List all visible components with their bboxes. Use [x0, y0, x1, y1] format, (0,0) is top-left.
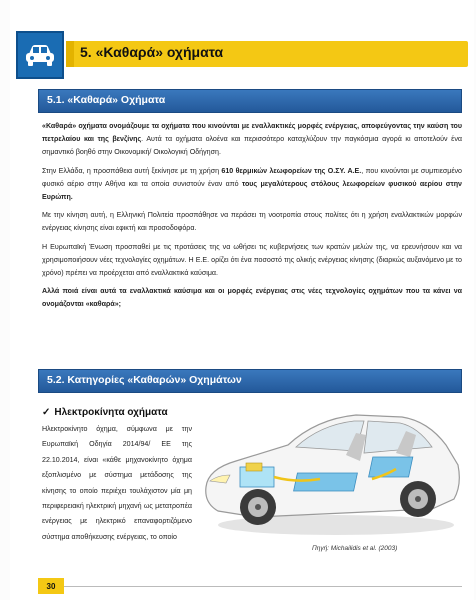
- paragraph-text: Στην Ελλάδα, η προσπάθεια αυτή ξεκίνησε με τη χρήση: [42, 166, 222, 175]
- subsection-title: Ηλεκτροκίνητα οχήματα: [54, 407, 168, 418]
- section-heading: 5.2. Κατηγορίες «Καθαρών» Οχημάτων: [47, 374, 242, 386]
- figure-caption: Πηγή: Michailidis et al. (2003): [312, 545, 398, 552]
- paragraph-text: , που κινούνται με συμπιεσμένο φυσικό αέριο στην Αθήνα και τα οποία συνιστούν έναν από: [42, 166, 462, 188]
- checkmark-icon: ✓: [42, 407, 51, 418]
- paragraph: [42, 120, 462, 160]
- paragraph-bold-text: τους μεγαλύτερους στόλους λεωφορείων φυσικού αερίου στην Ευρώπη.: [42, 179, 463, 202]
- paragraph-bold-text: «Καθαρά» οχήματα ονομάζουμε τα οχήματα που κινούνται με εναλλακτικές μορφές ενέργειας, αποφεύγοντας την καύση του πετρελαίου και της βενζίνης: [42, 122, 462, 144]
- paragraph: Η Ευρωπαϊκή Ένωση προσπαθεί με τις προτάσεις της να ωθήσει τις κυβερνήσεις των κρατών μελών της, να ερευνήσουν και να χρησιμοποιήσουν νέες τεχνολογίες οχημάτων. Η Ε.Ε. ορίζει ότι ένα ποσοστό της ολικής ενέργειας κίνησης (διαρκώς αυξανόμενο με το χρόνο) πρέπει να προέρχεται από εναλλακτικά καύσιμα.: [42, 242, 462, 278]
- subsection-body: Ηλεκτροκίνητο όχημα, σύμφωνα με την Ευρωπαϊκή Οδηγία 2014/94/ ΕΕ της 22.10.2014, είναι «κάθε μηχανοκίνητο όχημα εξοπλισμένο με σύστημα μετάδοσης της κίνησης το οποίο περιέχει τουλάχιστον μία μη περιφερειακή ηλεκτρική μηχανή ως μετατροπέα ενέργειας με ηλεκτρικό επαναφορτιζόμενο σύστημα αποθήκευσης ενέργειας, το οποίο: [42, 425, 192, 541]
- section-body: [42, 120, 462, 317]
- electric-car-illustration: [196, 395, 464, 540]
- subsection-heading: [42, 407, 168, 418]
- section-heading-bar: [38, 369, 462, 393]
- chapter-banner-accent: [66, 41, 74, 67]
- section-heading: 5.1. «Καθαρά» Οχήματα: [47, 94, 166, 106]
- chapter-icon-box: [16, 31, 64, 79]
- footer-rule: [64, 586, 462, 587]
- paragraph-bold-text: 610 θερμικών λεωφορείων της Ο.ΣΥ. Α.Ε.: [221, 166, 362, 175]
- paragraph-text: . Αυτά τα οχήματα ολοένα και περισσότερο καταχλύζουν την παγκόσμια αγορά κι αποτελούν ένα σημαντικό βοηθό στην Οικονομική/ Οικολογική Οδήγηση.: [42, 135, 462, 157]
- paragraph: Με την κίνηση αυτή, η Ελληνική Πολιτεία προσπάθησε να περάσει τη νοοτροπία στους πολίτες ότι η χρήση εναλλακτικών μορφών ενέργειας κίνησης είναι εφικτή και προσοδοφόρα.: [42, 211, 462, 233]
- car-icon: [23, 42, 57, 68]
- section-heading-bar: [38, 89, 462, 113]
- chapter-title: 5. «Καθαρά» οχήματα: [80, 44, 224, 60]
- paragraph: Αλλά ποιά είναι αυτά τα εναλλακτικά καύσιμα και οι μορφές ενέργειας στις νέες τεχνολογίες οχημάτων που τα κάνει να ονομάζονται «καθαρά»;: [42, 287, 462, 309]
- page-number: 30: [38, 578, 64, 594]
- paragraph: [42, 165, 462, 205]
- car-cutaway-image: [196, 395, 464, 540]
